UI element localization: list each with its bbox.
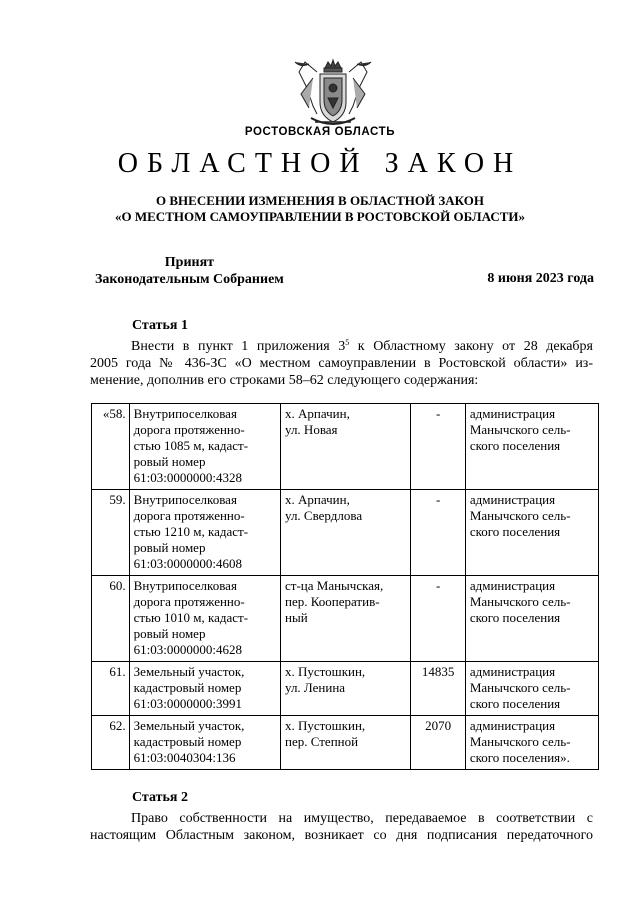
cell-line: Манычского сель- — [469, 734, 571, 749]
subtitle-line: «О МЕСТНОМ САМОУПРАВЛЕНИИ В РОСТОВСКОЙ ОБЛАСТИ» — [115, 209, 525, 224]
property-table — [91, 403, 599, 770]
object-description-cell — [129, 662, 280, 716]
cell-line: Манычского сель- — [469, 680, 571, 695]
adoption-line: Принят — [164, 255, 215, 270]
adoption-block — [95, 254, 284, 288]
cell-line: ского поселения — [469, 438, 561, 453]
article-2-text-line: Право собственности на имущество, передаваемое в соответствии с — [131, 811, 593, 826]
row-number-cell: 59. — [92, 490, 130, 576]
cell-line: администрация — [469, 492, 556, 507]
object-description-cell — [129, 404, 280, 490]
article-2-text-line: настоящим Областным законом, возникает со дня подписания передаточного — [90, 828, 593, 843]
cell-line: ул. Свердлова — [285, 508, 363, 523]
cell-line: администрация — [469, 718, 556, 733]
article-1-text-line: менение, дополнив его строками 58–62 следующего содержания: — [90, 373, 479, 388]
law-subtitle — [0, 193, 640, 225]
object-description-cell — [129, 716, 280, 770]
cell-line: администрация — [469, 578, 556, 593]
cell-line: х. Пустошкин, — [285, 718, 366, 733]
cell-line: пер. Степной — [285, 734, 359, 749]
cell-line: ского поселения — [469, 610, 561, 625]
address-cell — [281, 576, 411, 662]
address-cell — [281, 662, 411, 716]
coat-of-arms-emblem — [287, 58, 379, 130]
administration-cell — [465, 716, 598, 770]
cell-line: х. Арпачин, — [285, 492, 350, 507]
cell-line: ул. Новая — [285, 422, 338, 437]
table-row — [92, 662, 599, 716]
cell-line: ского поселения — [469, 696, 561, 711]
cell-line: 61:03:0000000:3991 — [133, 696, 242, 711]
cell-line: Внутрипоселковая — [133, 578, 237, 593]
cell-line: 61:03:0000000:4628 — [133, 642, 242, 657]
cell-line: кадастровый номер — [133, 680, 242, 695]
cell-line: стью 1010 м, кадаст- — [133, 610, 249, 625]
cell-line: пер. Кооператив- — [285, 594, 380, 609]
cell-line: 61:03:0000000:4328 — [133, 470, 242, 485]
cell-line: администрация — [469, 406, 556, 421]
adoption-date: 8 июня 2023 года — [487, 271, 594, 286]
cell-line: ный — [285, 610, 308, 625]
article-1-heading: Статья 1 — [132, 318, 188, 333]
cell-line: администрация — [469, 664, 556, 679]
administration-cell — [465, 662, 598, 716]
article-1-text-part: Внести в пункт 1 приложения 3 — [131, 339, 346, 354]
table-row — [92, 716, 599, 770]
cell-line: дорога протяженно- — [133, 422, 245, 437]
cell-line: ского поселения». — [469, 750, 570, 765]
address-cell — [281, 404, 411, 490]
article-2-heading: Статья 2 — [132, 790, 188, 805]
appendix-superscript: 5 — [345, 338, 350, 347]
area-cell: - — [411, 490, 465, 576]
cell-line: ст-ца Манычская, — [285, 578, 384, 593]
adoption-line: Законодательным Собранием — [95, 272, 284, 287]
table-row — [92, 404, 599, 490]
table-row — [92, 576, 599, 662]
cell-line: ского поселения — [469, 524, 561, 539]
area-cell: - — [411, 576, 465, 662]
area-cell: 2070 — [411, 716, 465, 770]
article-2-text — [90, 810, 593, 844]
region-name: РОСТОВСКАЯ ОБЛАСТЬ — [244, 126, 396, 138]
law-title: ОБЛАСТНОЙ ЗАКОН — [117, 148, 523, 179]
cell-line: х. Арпачин, — [285, 406, 350, 421]
article-1-text-line: 2005 года № 436-ЗС «О местном самоуправлении в Ростовской области» из- — [90, 356, 593, 371]
cell-line: дорога протяженно- — [133, 508, 245, 523]
cell-line: стью 1085 м, кадаст- — [133, 438, 249, 453]
cell-line: 61:03:0000000:4608 — [133, 556, 242, 571]
address-cell — [281, 490, 411, 576]
area-cell: - — [411, 404, 465, 490]
article-1-text — [90, 338, 593, 389]
administration-cell — [465, 404, 598, 490]
row-number-cell: 61. — [92, 662, 130, 716]
row-number-cell: 62. — [92, 716, 130, 770]
cell-line: ровый номер — [133, 626, 206, 641]
administration-cell — [465, 490, 598, 576]
cell-line: Внутрипоселковая — [133, 406, 237, 421]
object-description-cell — [129, 576, 280, 662]
administration-cell — [465, 576, 598, 662]
cell-line: ул. Ленина — [285, 680, 346, 695]
cell-line: х. Пустошкин, — [285, 664, 366, 679]
table-row — [92, 490, 599, 576]
cell-line: Земельный участок, — [133, 664, 245, 679]
row-number-cell: 60. — [92, 576, 130, 662]
cell-line: Манычского сель- — [469, 422, 571, 437]
row-number-cell: «58. — [92, 404, 130, 490]
article-1-text-part: к Областному закону от 28 декабря — [349, 339, 593, 354]
cell-line: дорога протяженно- — [133, 594, 245, 609]
cell-line: стью 1210 м, кадаст- — [133, 524, 249, 539]
cell-line: кадастровый номер — [133, 734, 242, 749]
cell-line: Внутрипоселковая — [133, 492, 237, 507]
cell-line: Манычского сель- — [469, 594, 571, 609]
cell-line: ровый номер — [133, 454, 206, 469]
cell-line: Земельный участок, — [133, 718, 245, 733]
cell-line: Манычского сель- — [469, 508, 571, 523]
subtitle-line: О ВНЕСЕНИИ ИЗМЕНЕНИЯ В ОБЛАСТНОЙ ЗАКОН — [156, 193, 484, 208]
cell-line: 61:03:0040304:136 — [133, 750, 236, 765]
area-cell: 14835 — [411, 662, 465, 716]
cell-line: ровый номер — [133, 540, 206, 555]
address-cell — [281, 716, 411, 770]
object-description-cell — [129, 490, 280, 576]
